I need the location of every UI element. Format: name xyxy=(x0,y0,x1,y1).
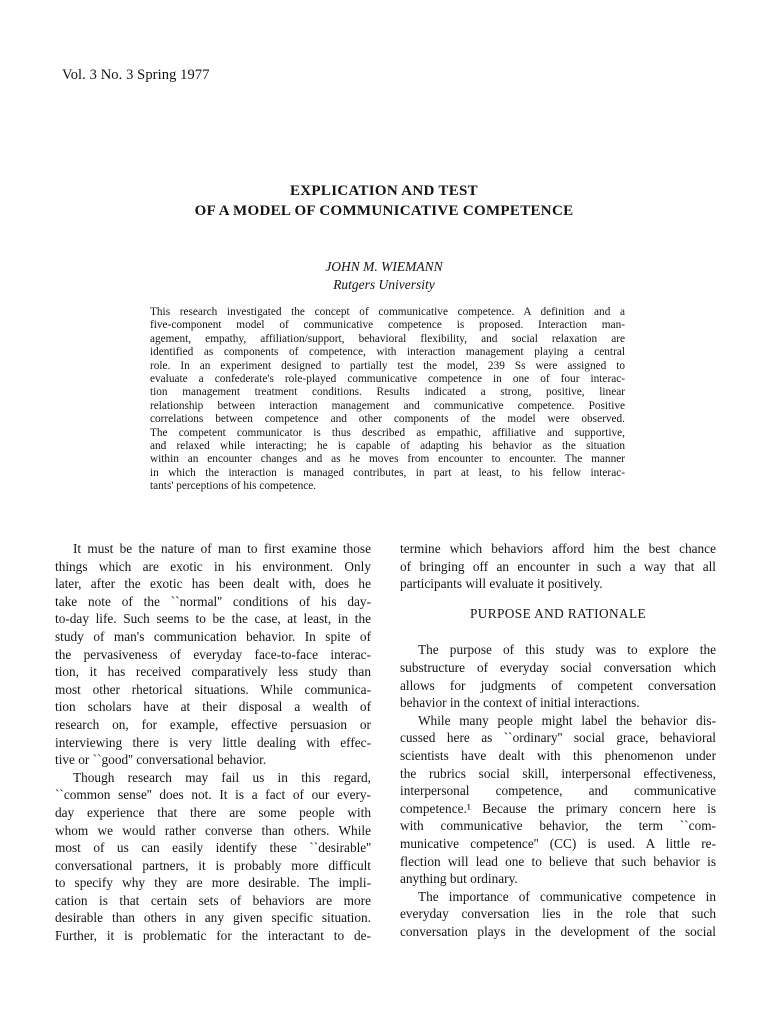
text-line: study of man's communication behavior. In spite of xyxy=(55,628,371,644)
text-line: tive or ``good'' conversational behavior. xyxy=(55,752,267,768)
abstract-line: evaluate a confederate's role-played communicative competence in one of four interac- xyxy=(150,373,625,386)
abstract-line: identified as components of competence, with interaction management playing a central xyxy=(150,346,625,359)
text-line: ``common sense'' does not. It is a fact of our every- xyxy=(55,787,371,803)
text-line: the pervasiveness of everyday face-to-face interac- xyxy=(55,646,371,662)
text-line: conversation plays in the development of the social xyxy=(400,923,716,939)
body-paragraph xyxy=(400,641,716,711)
text-line: to specify why they are more desirable. The impli- xyxy=(55,875,371,891)
text-line: whom we would rather converse than others. While xyxy=(55,822,371,838)
body-paragraph xyxy=(55,540,371,769)
text-line: Further, it is problematic for the interactant to de- xyxy=(55,928,371,944)
abstract-line: five-component model of communicative competence is proposed. Interaction man- xyxy=(150,319,625,332)
abstract-line: tion management treatment conditions. Results indicated a strong, positive, linear xyxy=(150,386,625,399)
abstract-line: The competent communicator is thus described as empathic, affiliative and supportive, xyxy=(150,426,625,439)
text-line: interviewing there is very little dealing with effec- xyxy=(55,734,371,750)
text-line: most other rhetorical situations. While communica- xyxy=(55,681,371,697)
text-line: interpersonal competence, and communicative xyxy=(400,783,716,799)
abstract-line: and relaxed while interacting; he is capable of adapting his behavior as the situation xyxy=(150,440,625,453)
text-line: research on, for example, effective persuasion or xyxy=(55,716,371,732)
text-line: allows for judgments of competent conversation xyxy=(400,677,716,693)
text-line: termine which behaviors afford him the best chance xyxy=(400,541,716,556)
body-paragraph xyxy=(400,712,716,888)
text-line: desirable than others in any given specific situation. xyxy=(55,910,371,926)
text-line: cation is that certain sets of behaviors are more xyxy=(55,892,371,908)
text-line: scientists have dealt with this phenomenon under xyxy=(400,747,716,763)
journal-issue-line: Vol. 3 No. 3 Spring 1977 xyxy=(62,67,210,83)
text-line: most of us can easily identify these ``desirable'' xyxy=(55,840,371,856)
text-line: tion scholars have at their disposal a wealth of xyxy=(55,699,371,715)
text-line: flection will lead one to believe that such behavior is xyxy=(400,853,716,869)
text-line: day experience that there are some people with xyxy=(55,804,371,820)
text-line: behavior in the context of initial interactions. xyxy=(400,695,640,711)
abstract-line: correlations between competence and other components of the model were observed. xyxy=(150,413,625,426)
text-line: everyday conversation lies in the role that such xyxy=(400,906,716,922)
article-title xyxy=(60,181,708,221)
author-affiliation: Rutgers University xyxy=(333,277,435,292)
text-line: The importance of communicative competence in xyxy=(418,888,716,904)
abstract-line: This research investigated the concept of communicative competence. A definition and a xyxy=(150,306,625,318)
text-line: the rubrics social skill, interpersonal effectiveness, xyxy=(400,765,716,781)
body-paragraph xyxy=(400,540,716,593)
body-paragraph xyxy=(55,769,371,945)
text-line: with communicative behavior, the term ``com- xyxy=(400,818,716,834)
section-heading: PURPOSE AND RATIONALE xyxy=(469,605,647,621)
text-line: The purpose of this study was to explore the xyxy=(418,642,716,658)
body-column-right xyxy=(400,540,716,940)
text-line: While many people might label the behavior dis- xyxy=(418,712,716,728)
text-line: substructure of everyday social conversation which xyxy=(400,659,716,675)
abstract-line: role. In an experiment designed to partially test the model, 239 Ss were assigned to xyxy=(150,359,625,372)
body-paragraph xyxy=(400,888,716,941)
text-line: tion, it has received comparatively less study than xyxy=(55,664,371,680)
text-line: It must be the nature of man to first examine those xyxy=(73,541,371,556)
abstract xyxy=(150,306,625,494)
author-name: JOHN M. WIEMANN xyxy=(325,259,443,274)
abstract-line: agement, empathy, affiliation/support, behavioral flexibility, and social relaxation are xyxy=(150,332,625,345)
text-line: anything but ordinary. xyxy=(400,871,518,887)
abstract-line: tants' perceptions of his competence. xyxy=(150,480,317,493)
text-line: conversational partners, it is probably more difficult xyxy=(55,857,371,873)
text-line: later, after the exotic has been dealt with, does he xyxy=(55,576,371,592)
article-title-line-1: EXPLICATION AND TEST xyxy=(290,183,478,199)
text-line: Though research may fail us in this regard, xyxy=(73,769,371,785)
article-title-line-2: OF A MODEL OF COMMUNICATIVE COMPETENCE xyxy=(194,203,574,219)
text-line: take note of the ``normal'' conditions of his day- xyxy=(55,593,371,609)
abstract-line: in which the interaction is managed contributes, in part at least, to his fellow interac- xyxy=(150,466,625,479)
text-line: competence.¹ Because the primary concern here is xyxy=(400,800,716,816)
text-line: of bringing off an encounter in such a way that all xyxy=(400,558,716,574)
text-line: to-day life. Such seems to be the case, at least, in the xyxy=(55,611,371,627)
text-line: municative competence'' (CC) is used. A little re- xyxy=(400,835,716,851)
abstract-line: within an encounter changes and as he moves from encounter to encounter. The manner xyxy=(150,453,625,466)
abstract-line: relationship between interaction management and communicative competence. Positive xyxy=(150,399,625,412)
text-line: things which are exotic in his environment. Only xyxy=(55,558,371,574)
body-column-left xyxy=(55,540,371,945)
text-line: cussed here as ``ordinary'' social grace, behavioral xyxy=(400,730,716,746)
author-block xyxy=(60,258,708,294)
text-line: participants will evaluate it positively. xyxy=(400,576,603,592)
